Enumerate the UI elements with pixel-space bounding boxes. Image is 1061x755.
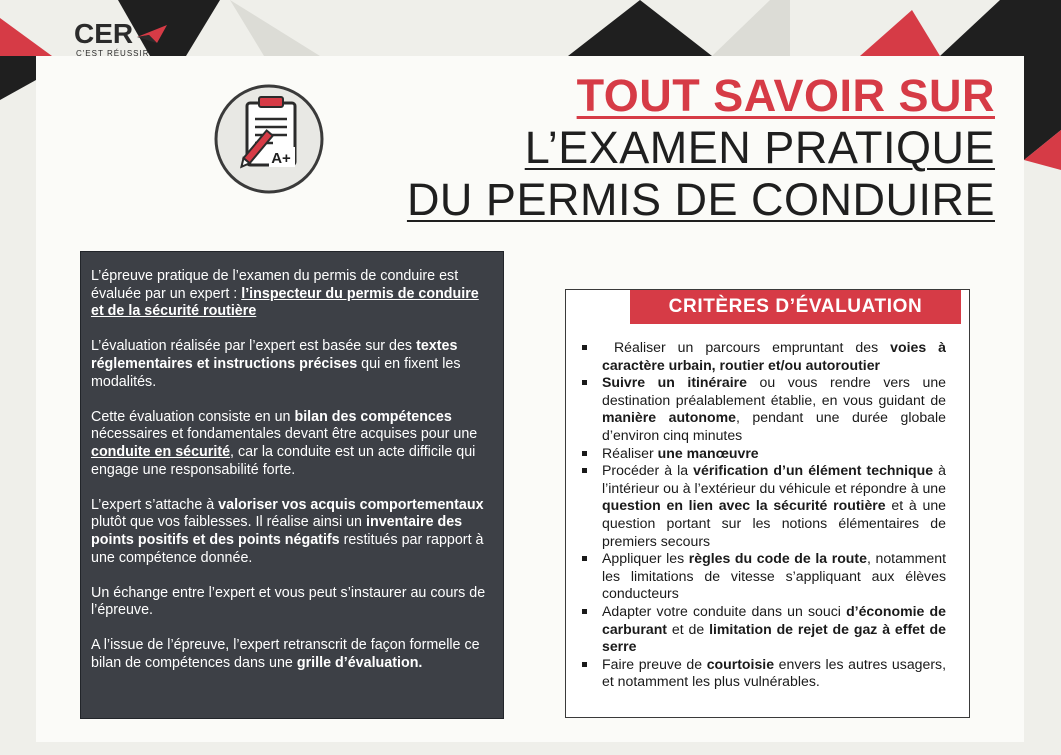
intro-paragraph-2: L’évaluation réalisée par l’expert est basée sur des textes réglementaires et instructions précises qui en fixent les modalités. (91, 338, 461, 390)
criteria-item: Procéder à la vérification d’un élément technique à l’intérieur ou à l’extérieur du véhicule et répondre à une question en lien avec la sécurité routière et à une question portant sur les notions élémentaires de premiers secours (580, 462, 946, 550)
intro-paragraph-4: L’expert s’attache à valoriser vos acquis comportementaux plutôt que vos faiblesses. Il réalise ainsi un inventaire des points positifs et des points négatifs restitués par rapport à une compétence donnée. (91, 496, 484, 566)
criteria-item: Faire preuve de courtoisie envers les autres usagers, et notamment les plus vulnérables. (580, 656, 946, 691)
criteria-item: Réaliser une manœuvre (580, 445, 946, 463)
title-line-1: TOUT SAVOIR SUR (576, 70, 995, 121)
page-title (407, 70, 995, 226)
criteria-header: CRITÈRES D’ÉVALUATION (630, 290, 961, 324)
intro-panel (80, 251, 504, 719)
title-line-3: DU PERMIS DE CONDUIRE (406, 174, 995, 225)
criteria-item: Adapter votre conduite dans un souci d’économie de carburant et de limitation de rejet de gaz à effet de serre (580, 603, 946, 656)
criteria-item: Suivre un itinéraire ou vous rendre vers une destination préalablement établie, en vous guidant de manière autonome, pendant une durée globale d’environ cinq minutes (580, 374, 946, 444)
inspector-link-text: l’inspecteur du permis de conduire et de la sécurité routière (91, 285, 479, 320)
criteria-panel (565, 289, 970, 718)
brand-logo (74, 20, 184, 68)
clipboard-grade-icon (213, 83, 325, 195)
criteria-list (580, 339, 946, 691)
logo-brand: CER (74, 18, 134, 49)
criteria-item: Réaliser un parcours empruntant des voies à caractère urbain, routier et/ou autoroutier (580, 339, 946, 374)
svg-text:A+: A+ (271, 150, 291, 167)
criteria-item: Appliquer les règles du code de la route, notamment les limitations de vitesse s’appliquant aux élèves conducteurs (580, 550, 946, 603)
title-line-2: L’EXAMEN PRATIQUE (524, 122, 995, 173)
intro-paragraph-5: Un échange entre l’expert et vous peut s’instaurer au cours de l’épreuve. (91, 584, 486, 619)
intro-paragraph-1: L’épreuve pratique de l’examen du permis de conduire est évaluée par un expert : l’inspecteur du permis de conduire et de la sécurité routière (91, 268, 479, 320)
logo-check-icon (135, 23, 169, 45)
intro-paragraph-6: A l’issue de l’épreuve, l’expert retranscrit de façon formelle ce bilan de compétences dans une grille d’évaluation. (91, 637, 480, 672)
logo-tagline: C'EST RÉUSSIR (76, 49, 150, 58)
intro-paragraph-3: Cette évaluation consiste en un bilan des compétences nécessaires et fondamentales devant être acquises pour une conduite en sécurité, car la conduite est un acte difficile qui engage une responsabilité forte. (91, 408, 478, 478)
